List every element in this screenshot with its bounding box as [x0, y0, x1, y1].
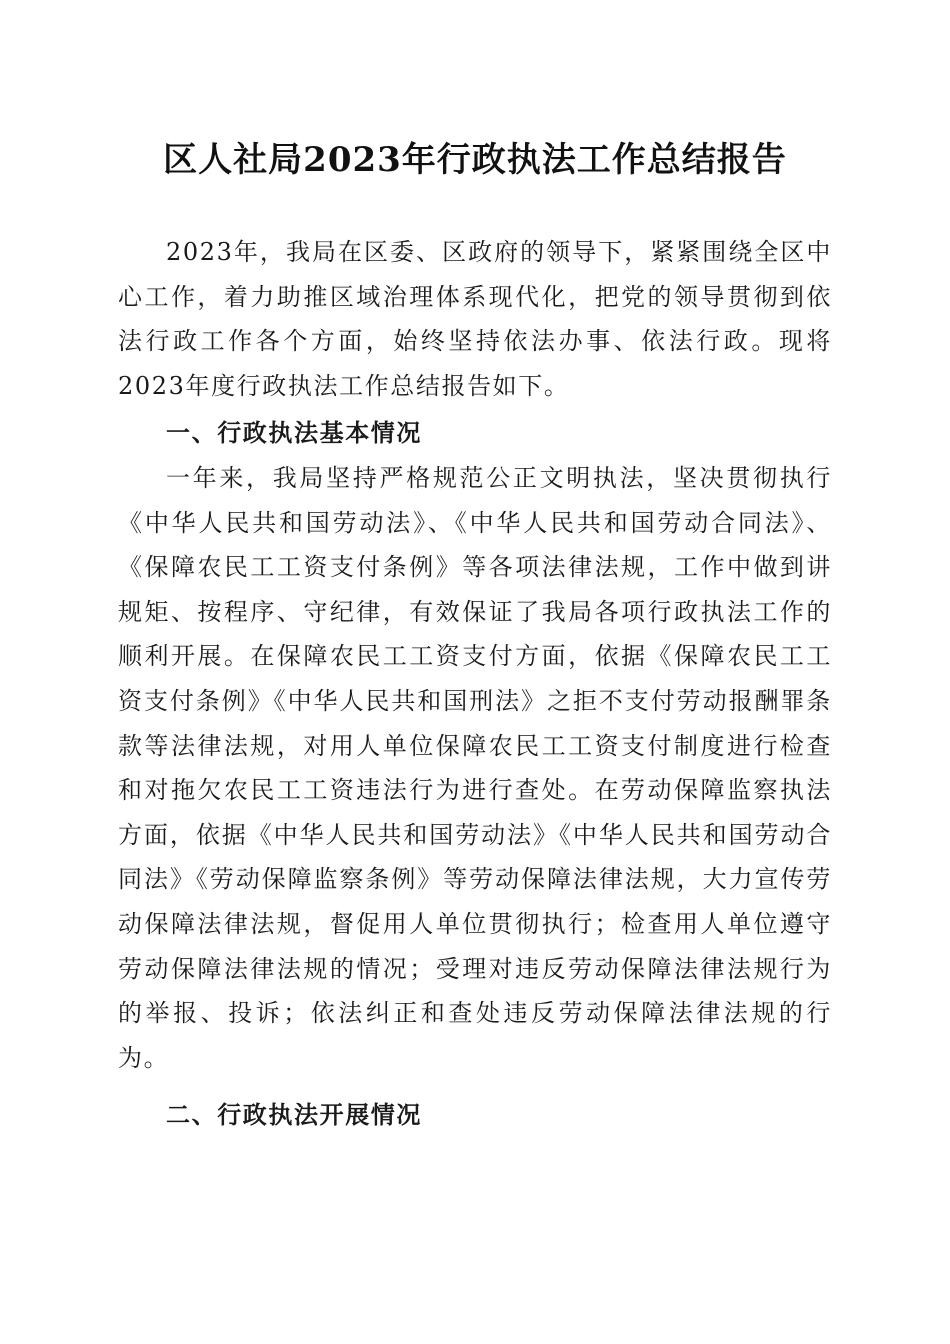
document-body [118, 230, 832, 1138]
document-title: 区人社局2023年行政执法工作总结报告 [163, 140, 787, 180]
section-paragraph-basic: 一年来，我局坚持严格规范公正文明执法，坚决贯彻执行《中华人民共和国劳动法》、《中华人民共和国劳动合同法》、《保障农民工工资支付条例》等各项法律法规，工作中做到讲规矩、按程序、守纪律，有效保证了我局各项行政执法工作的顺利开展。在保障农民工工资支付方面，依据《保障农民工工资支付条例》《中华人民共和国刑法》之拒不支付劳动报酬罪条款等法律法规，对用人单位保障农民工工资支付制度进行检查和对拖欠农民工工资违法行为进行查处。在劳动保障监察执法方面，依据《中华人民共和国劳动法》《中华人民共和国劳动合同法》《劳动保障监察条例》等劳动保障法律法规，大力宣传劳动保障法律法规，督促用人单位贯彻执行；检查用人单位遵守劳动保障法律法规的情况；受理对违反劳动保障法律法规行为的举报、投诉；依法纠正和查处违反劳动保障法律法规的行为。 [118, 463, 832, 1072]
section-heading-progress: 二、行政执法开展情况 [166, 1101, 422, 1130]
intro-paragraph: 2023年，我局在区委、区政府的领导下，紧紧围绕全区中心工作，着力助推区域治理体系现代化，把党的领导贯彻到依法行政工作各个方面，始终坚持依法办事、依法行政。现将2023年度行政执法工作总结报告如下。 [118, 238, 832, 400]
section-heading-basic: 一、行政执法基本情况 [166, 419, 422, 448]
